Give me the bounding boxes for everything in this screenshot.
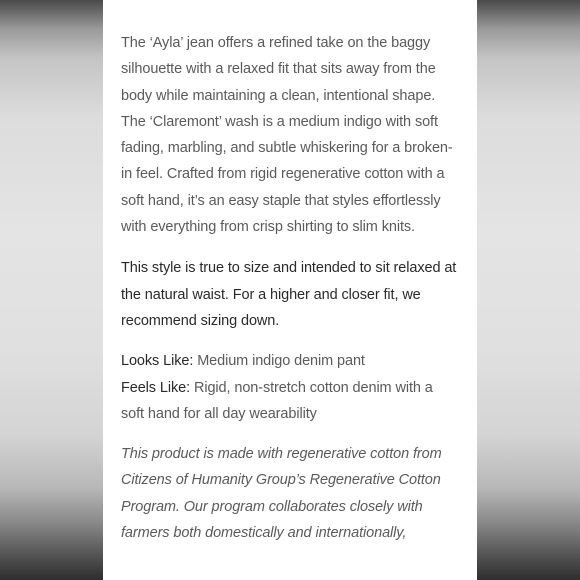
blurred-background-left: [0, 0, 103, 580]
blurred-background-right: [477, 0, 580, 580]
looks-like-value: Medium indigo denim pant: [197, 353, 365, 370]
sustainability-paragraph: This product is made with regenerative cotton from Citizens of Humanity Group’s Regenerative Cotton Program. Our program collaborates closely with farmers both domestically and internationally,: [121, 446, 442, 542]
attributes-block: [121, 348, 459, 427]
fit-note-paragraph: This style is true to size and intended to sit relaxed at the natural waist. For a higher and closer fit, we recommend sizing down.: [121, 260, 457, 329]
looks-like-label: Looks Like:: [121, 353, 194, 370]
description-paragraph: The ‘Ayla’ jean offers a refined take on the baggy silhouette with a relaxed fit that sits away from the body while maintaining a clean, intentional shape. The ‘Claremont’ wash is a medium indigo with soft fading, marbling, and subtle whiskering for a broken-in feel. Crafted from rigid regenerative cotton with a soft hand, it’s an easy staple that styles effortlessly with everything from crisp shirting to slim knits.: [121, 35, 453, 236]
feels-like-label: Feels Like:: [121, 379, 191, 396]
product-description-panel: [103, 0, 477, 580]
feels-like-value: Rigid, non-stretch cotton denim with a soft hand for all day wearability: [121, 379, 433, 422]
